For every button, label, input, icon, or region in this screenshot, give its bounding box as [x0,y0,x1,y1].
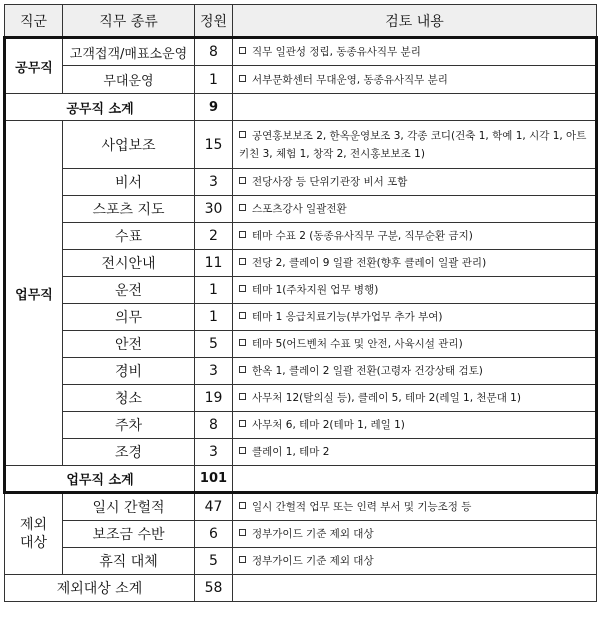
review-text: 정부가이드 기준 제외 대상 [252,528,374,540]
header-review: 검토 내용 [233,5,597,38]
header-count: 정원 [195,5,233,38]
job-cell: 조경 [63,439,195,466]
table-row [5,196,597,223]
review-cell [233,521,597,548]
count-cell: 1 [195,66,233,94]
table-row [5,521,597,548]
group-excluded-label [5,493,63,575]
bullet-icon [239,556,246,563]
bullet-icon [239,420,246,427]
subtotal-count: 9 [195,94,233,121]
count-cell: 8 [195,38,233,66]
job-cell: 안전 [63,331,195,358]
table-row [5,169,597,196]
count-cell: 6 [195,521,233,548]
job-cell: 의무 [63,304,195,331]
bullet-icon [239,285,246,292]
subtotal-label: 업무직 소계 [5,466,195,493]
review-text: 테마 1(주차지원 업무 병행) [252,284,379,296]
group-work-label [5,121,63,466]
subtotal-row [5,575,597,602]
job-cell: 고객접객/매표소운영 [63,38,195,66]
group-label-line2: 대상 [19,535,48,551]
bullet-icon [239,502,246,509]
bullet-icon [239,204,246,211]
review-cell [233,169,597,196]
count-cell: 3 [195,439,233,466]
count-cell: 1 [195,277,233,304]
review-text: 테마 1 응급치료기능(부가업무 추가 부여) [252,311,443,323]
table-row [5,304,597,331]
table-row [5,223,597,250]
job-cell: 경비 [63,358,195,385]
bullet-icon [239,258,246,265]
count-cell: 15 [195,121,233,169]
review-cell [233,331,597,358]
count-cell: 8 [195,412,233,439]
table-row [5,38,597,66]
bullet-icon [239,366,246,373]
review-text: 전당사장 등 단위기관장 비서 포함 [252,176,408,188]
group-label-text: 업무직 [15,287,53,303]
group-label-line1: 제외 [19,517,48,533]
bullet-icon [239,393,246,400]
table-row [5,250,597,277]
bullet-icon [239,447,246,454]
review-cell [233,385,597,412]
table-row [5,358,597,385]
count-cell: 3 [195,358,233,385]
subtotal-label: 공무직 소계 [5,94,195,121]
job-cell: 보조금 수반 [63,521,195,548]
review-text: 정부가이드 기준 제외 대상 [252,555,374,567]
job-cell: 주차 [63,412,195,439]
review-text: 전당 2, 클레이 9 일괄 전환(향후 클레이 일괄 관리) [252,257,487,269]
bullet-icon [239,231,246,238]
bullet-icon [239,177,246,184]
review-text: 테마 수표 2 (동종유사직무 구분, 직무순환 금지) [252,230,473,242]
job-cell: 일시 간헐적 [63,493,195,521]
job-cell: 운전 [63,277,195,304]
review-text: 서부문화센터 무대운영, 동종유사직무 분리 [252,73,448,86]
table-row [5,493,597,521]
table-row [5,412,597,439]
subtotal-count: 58 [195,575,233,602]
header-job: 직무 종류 [63,5,195,38]
review-cell [233,304,597,331]
count-cell: 47 [195,493,233,521]
review-text: 한옥 1, 클레이 2 일괄 전환(고령자 건강상태 검토) [252,365,483,377]
review-text: 클레이 1, 테마 2 [252,446,330,458]
bullet-icon [239,529,246,536]
review-cell [233,493,597,521]
header-row [5,5,597,38]
count-cell: 19 [195,385,233,412]
count-cell: 5 [195,331,233,358]
job-cell: 전시안내 [63,250,195,277]
subtotal-row [5,466,597,493]
review-cell [233,66,597,94]
review-cell [233,358,597,385]
table-row [5,385,597,412]
job-cell: 휴직 대체 [63,548,195,575]
table-row [5,66,597,94]
group-public-label [5,38,63,94]
table-row [5,331,597,358]
review-cell [233,277,597,304]
subtotal-review [233,94,597,121]
review-text: 일시 간헐적 업무 또는 인력 부서 및 기능조정 등 [252,501,472,513]
count-cell: 11 [195,250,233,277]
count-cell: 2 [195,223,233,250]
table-row [5,121,597,169]
job-cell: 무대운영 [63,66,195,94]
bullet-icon [239,75,246,82]
review-cell [233,439,597,466]
review-text: 공연홍보보조 2, 한옥운영보조 3, 각종 코디(건축 1, 학예 1, 시각 1, 아트키친 3, 체험 1, 창작 2, 전시홍보보조 1) [239,129,587,160]
table-row [5,439,597,466]
group-label-text: 공무직 [15,60,53,76]
review-text: 사무처 6, 테마 2(테마 1, 레일 1) [252,419,405,431]
job-cell: 수표 [63,223,195,250]
subtotal-row [5,94,597,121]
review-cell [233,548,597,575]
review-text: 테마 5(어드벤처 수표 및 안전, 사육시설 관리) [252,338,463,350]
bullet-icon [239,312,246,319]
job-table [3,4,598,602]
review-cell [233,38,597,66]
job-cell: 비서 [63,169,195,196]
job-cell: 사업보조 [63,121,195,169]
job-cell: 스포츠 지도 [63,196,195,223]
review-cell [233,196,597,223]
subtotal-count: 101 [195,466,233,493]
review-cell [233,412,597,439]
count-cell: 1 [195,304,233,331]
review-cell [233,121,597,169]
review-text: 스포츠강사 일괄전환 [252,203,347,215]
review-cell [233,250,597,277]
subtotal-review [233,466,597,493]
table-row [5,277,597,304]
review-text: 사무처 12(탈의실 등), 클레이 5, 테마 2(레일 1, 천문대 1) [252,392,521,404]
bullet-icon [239,47,246,54]
count-cell: 5 [195,548,233,575]
table-row [5,548,597,575]
count-cell: 3 [195,169,233,196]
job-cell: 청소 [63,385,195,412]
bullet-icon [239,339,246,346]
review-text: 직무 일관성 정립, 동종유사직무 분리 [252,46,421,58]
subtotal-review [233,575,597,602]
subtotal-label: 제외대상 소계 [5,575,195,602]
header-group: 직군 [5,5,63,38]
count-cell: 30 [195,196,233,223]
review-cell [233,223,597,250]
bullet-icon [239,131,246,138]
